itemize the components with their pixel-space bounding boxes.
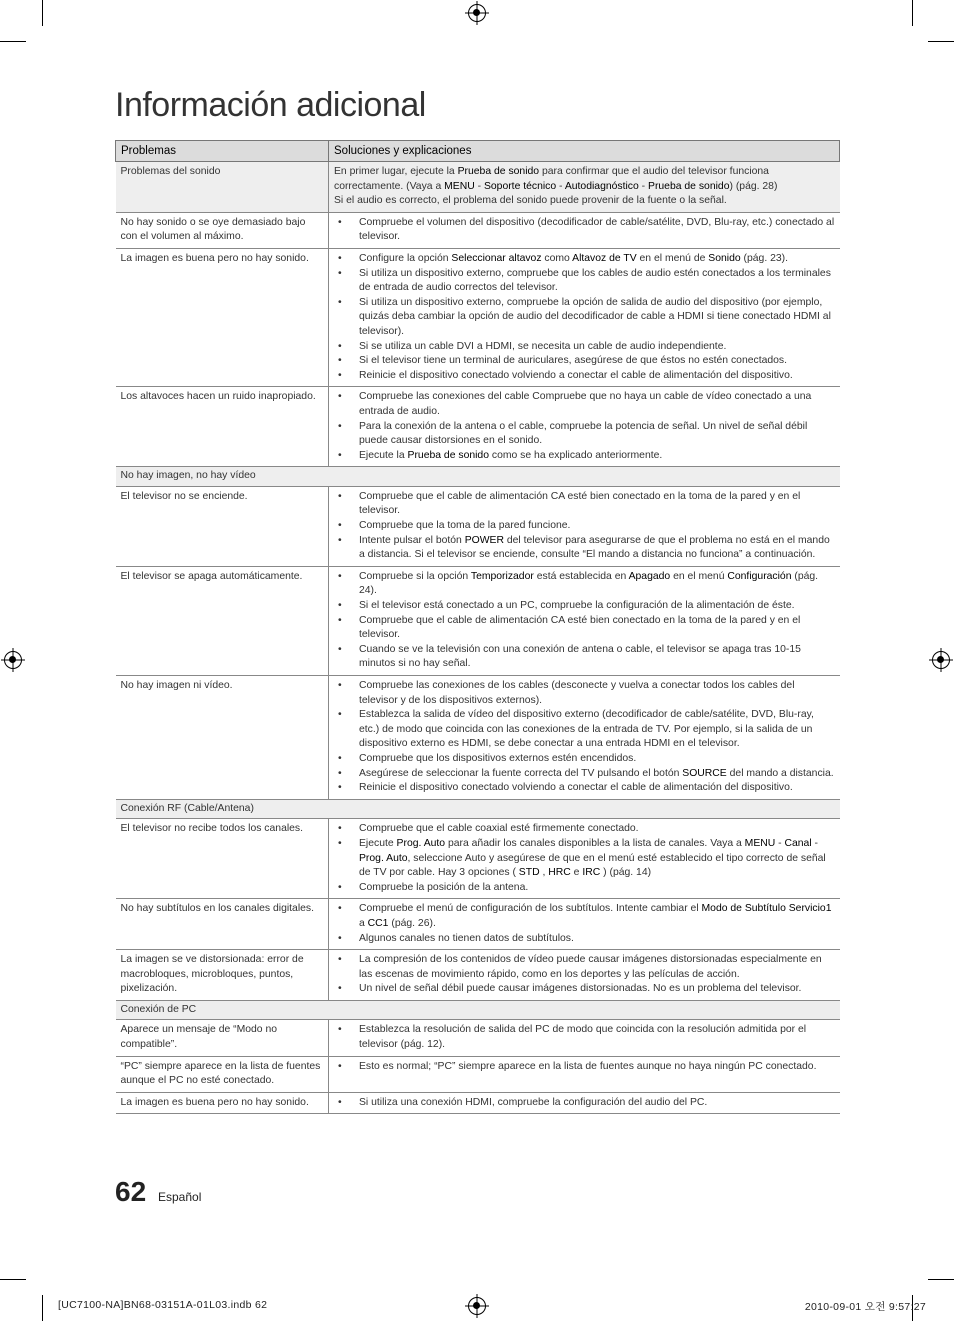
text-run: Establezca la resolución de salida del PC de modo que coincida con la resolución admitida por el televisor (pág. 12). — [359, 1024, 807, 1051]
text-run: ) (pág. 14) — [600, 867, 652, 879]
crop-mark — [42, 0, 43, 26]
text-run: Compruebe que el cable de alimentación CA esté bien conectado en la toma de la pared y en el televisor. — [359, 614, 801, 641]
text-run: Reinicie el dispositivo conectado volviendo a conectar el cable de alimentación del dispositivo. — [359, 369, 793, 381]
table-body — [116, 162, 840, 1114]
text-run: Algunos canales no tienen datos de subtítulos. — [359, 932, 574, 944]
emphasis-text: HRC — [548, 867, 571, 879]
emphasis-text: Canal — [784, 837, 812, 849]
solution-cell — [329, 950, 840, 1001]
solution-list — [334, 490, 835, 563]
registration-mark-icon — [468, 1297, 486, 1315]
registration-mark-icon — [468, 4, 486, 22]
text-run: - — [811, 837, 819, 849]
emphasis-text: Sonido — [708, 252, 741, 264]
section-label: No hay imagen, no hay vídeo — [116, 467, 840, 487]
emphasis-text: CC1 — [367, 917, 389, 929]
text-run: - — [474, 180, 484, 192]
emphasis-text: Seleccionar altavoz — [451, 252, 542, 264]
solution-item — [334, 369, 835, 384]
text-run: para añadir los canales disponibles a la lista de canales. Vaya a — [445, 837, 745, 849]
problem-cell: El televisor no recibe todos los canales. — [116, 819, 329, 899]
solution-item — [334, 679, 835, 708]
text-run: Si utiliza un dispositivo externo, compruebe que los cables de audio estén conectados a los terminales de entrada de audio correctos del televisor. — [359, 267, 831, 294]
text-run: Intente pulsar el botón — [359, 534, 465, 546]
solution-paragraph — [334, 194, 835, 209]
text-run: Un nivel de señal débil puede causar imágenes distorsionadas. No es un problema del televisor. — [359, 983, 802, 995]
text-run: - — [556, 180, 565, 192]
text-run: - — [775, 837, 785, 849]
solution-list — [334, 390, 835, 463]
emphasis-text: MENU — [744, 837, 776, 849]
text-run: Compruebe que los dispositivos externos estén encendidos. — [359, 752, 637, 764]
emphasis-text: Apagado — [628, 570, 671, 582]
solution-cell — [329, 248, 840, 386]
crop-mark — [42, 1295, 43, 1321]
emphasis-text: SOURCE — [682, 767, 727, 779]
text-run: Si utiliza un dispositivo externo, compruebe la opción de salida de audio del dispositivo (por ejemplo, quizás deba cambiar la opción de audio del decodificador de cable a HDMI si tiene conectado HDMI al televisor). — [359, 296, 831, 337]
text-run: (pág. 24). — [359, 570, 819, 597]
emphasis-text: IRC — [582, 867, 601, 879]
solution-paragraph — [334, 165, 835, 194]
emphasis-text: STD — [518, 867, 540, 879]
solution-list — [334, 570, 835, 672]
text-run: - — [638, 180, 649, 192]
section-label: Conexión de PC — [116, 1000, 840, 1020]
solution-item — [334, 932, 835, 947]
text-run: Si el televisor tiene un terminal de auriculares, asegúrese de que éstos no estén conectados. — [359, 355, 788, 367]
problem-cell: La imagen es buena pero no hay sonido. — [116, 248, 329, 386]
solution-item — [334, 881, 835, 896]
solution-item — [334, 1060, 835, 1075]
table-row — [116, 819, 840, 899]
solution-item — [334, 752, 835, 767]
table-row — [116, 1092, 840, 1114]
solution-cell — [329, 819, 840, 899]
text-run: (pág. 23). — [740, 252, 789, 264]
emphasis-text: Altavoz de TV — [572, 252, 637, 264]
solution-item — [334, 354, 835, 369]
solution-cell — [329, 486, 840, 566]
solution-cell — [329, 899, 840, 950]
crop-mark — [928, 41, 954, 42]
print-timestamp: 2010-09-01 오전 9:57:27 — [804, 1301, 926, 1313]
emphasis-text: Temporizador — [470, 570, 534, 582]
solution-cell — [329, 1092, 840, 1114]
crop-mark — [912, 0, 913, 26]
text-run: Compruebe si la opción — [359, 570, 471, 582]
table-row — [116, 1056, 840, 1092]
emphasis-text: Modo de Subtítulo Servicio1 — [701, 903, 832, 915]
section-row — [116, 1000, 840, 1020]
solution-item — [334, 420, 835, 449]
text-run: , seleccione Auto y asegúrese de que en el menú esté establecido el tipo correcto de señal de TV por cable. Hay 3 opciones ( — [359, 852, 826, 879]
crop-mark — [928, 1279, 954, 1280]
text-run: Compruebe que el cable de alimentación CA esté bien conectado en la toma de la pared y en el televisor. — [359, 490, 801, 517]
table-row — [116, 950, 840, 1001]
solution-item — [334, 340, 835, 355]
solution-list — [334, 216, 835, 245]
solution-item — [334, 953, 835, 982]
solution-item — [334, 1023, 835, 1052]
problem-cell: Problemas del sonido — [116, 162, 329, 213]
problem-cell: No hay subtítulos en los canales digitales. — [116, 899, 329, 950]
text-run: En primer lugar, ejecute la — [334, 166, 458, 177]
text-run: como se ha explicado anteriormente. — [489, 449, 663, 461]
emphasis-text: Prueba de sonido — [457, 166, 540, 177]
text-run: como — [541, 252, 573, 264]
registration-mark-icon — [4, 651, 22, 669]
solution-item — [334, 296, 835, 340]
text-run: Cuando se ve la televisión con una conexión de antena o cable, el televisor se apaga tras 10-15 minutos si no hay señal. — [359, 643, 801, 670]
text-run: del televisor para asegurarse de que el problema no está en el mando a distancia. Si el televisor se enciende, consulte “El mando a distancia no funciona” a continuación. — [359, 534, 830, 561]
solution-cell — [329, 162, 840, 213]
text-run: Compruebe las conexiones del cable Compruebe que no haya un cable de vídeo conectado a una entrada de audio. — [359, 391, 812, 417]
solution-cell — [329, 212, 840, 248]
solution-item — [334, 490, 835, 519]
emphasis-text: POWER — [464, 534, 504, 546]
solution-item — [334, 390, 835, 419]
text-run: en el menú de — [636, 252, 709, 264]
text-run: Ejecute la — [359, 449, 408, 461]
text-run: para confirmar que el audio del televisor funciona correctamente. (Vaya a — [334, 166, 769, 192]
table-row — [116, 387, 840, 467]
text-run: (pág. 26). — [388, 917, 436, 929]
solution-list — [334, 1096, 835, 1111]
text-run: Ejecute — [359, 837, 397, 849]
solution-list — [334, 953, 835, 997]
table-row — [116, 162, 840, 213]
emphasis-text: Configuración — [727, 570, 792, 582]
problem-cell: Los altavoces hacen un ruido inapropiado. — [116, 387, 329, 467]
problem-cell: No hay imagen ni vídeo. — [116, 676, 329, 800]
solution-item — [334, 267, 835, 296]
text-run: está establecida en — [533, 570, 629, 582]
solution-item — [334, 449, 835, 464]
solution-cell — [329, 387, 840, 467]
registration-mark-icon — [932, 651, 950, 669]
solution-list — [334, 822, 835, 895]
solution-item — [334, 252, 835, 267]
table-header-row — [116, 141, 840, 162]
page-title: Información adicional — [115, 86, 426, 124]
solution-item — [334, 767, 835, 782]
text-run: Compruebe el volumen del dispositivo (decodificador de cable/satélite, DVD, Blu-ray, etc.) conectado al televisor. — [359, 216, 835, 243]
solution-cell — [329, 1056, 840, 1092]
text-run: Si se utiliza un cable DVI a HDMI, se necesita un cable de audio independiente. — [359, 340, 727, 352]
solution-cell — [329, 566, 840, 675]
solution-item — [334, 519, 835, 534]
text-run: ) (pág. 28) — [729, 180, 778, 192]
emphasis-text: Soporte técnico — [483, 180, 557, 192]
text-run: Asegúrese de seleccionar la fuente correcta del TV pulsando el botón — [359, 767, 683, 779]
problem-cell: “PC” siempre aparece en la lista de fuentes aunque el PC no esté conectado. — [116, 1056, 329, 1092]
solution-item — [334, 216, 835, 245]
problem-cell: El televisor se apaga automáticamente. — [116, 566, 329, 675]
emphasis-text: Prueba de sonido — [648, 180, 730, 192]
solution-item — [334, 822, 835, 837]
emphasis-text: MENU — [444, 180, 475, 192]
table-row — [116, 1020, 840, 1056]
emphasis-text: Prog. Auto — [396, 837, 446, 849]
section-row — [116, 467, 840, 487]
emphasis-text: Autodiagnóstico — [564, 180, 639, 192]
text-run: Compruebe la posición de la antena. — [359, 881, 529, 893]
text-run: Compruebe que el cable coaxial esté firmemente conectado. — [359, 823, 639, 835]
section-row — [116, 799, 840, 819]
print-file-info: [UC7100-NA]BN68-03151A-01L03.indb 62 — [58, 1299, 268, 1311]
text-run: Configure la opción — [359, 252, 452, 264]
text-run: Esto es normal; “PC” siempre aparece en la lista de fuentes aunque no haya ningún PC conectado. — [359, 1060, 817, 1072]
problem-cell: El televisor no se enciende. — [116, 486, 329, 566]
text-run: , — [539, 867, 549, 879]
solution-cell — [329, 1020, 840, 1056]
solution-list — [334, 679, 835, 796]
text-run: Establezca la salida de vídeo del dispositivo externo (decodificador de cable/satélite, DVD, Blu-ray, etc.) de modo que coincida con las conexiones de la entrada de TV. Por ejemplo, si la salida de un dispositivo externo es HDMI, se debe conectar a una entrada HDMI en el televisor. — [359, 709, 814, 750]
text-run: Compruebe el menú de configuración de los subtítulos. Intente cambiar el — [359, 903, 702, 915]
text-run: en el menú — [670, 570, 728, 582]
text-run: Si utiliza una conexión HDMI, compruebe la configuración del audio del PC. — [359, 1096, 708, 1108]
text-run: La compresión de los contenidos de vídeo puede causar imágenes distorsionadas especialmente en las escenas de movimiento rápido, como en los deportes y las películas de acción. — [359, 954, 822, 980]
solution-item — [334, 599, 835, 614]
text-run: Compruebe que la toma de la pared funcione. — [359, 520, 571, 532]
solution-list — [334, 252, 835, 383]
crop-mark — [0, 41, 26, 42]
table-row — [116, 486, 840, 566]
problem-cell: No hay sonido o se oye demasiado bajo con el volumen al máximo. — [116, 212, 329, 248]
text-run: Si el audio es correcto, el problema del sonido puede provenir de la fuente o la señal. — [334, 195, 727, 207]
solution-item — [334, 643, 835, 672]
table-row — [116, 212, 840, 248]
page-language: Español — [158, 1190, 202, 1204]
table-row — [116, 566, 840, 675]
solution-item — [334, 708, 835, 752]
troubleshooting-table — [115, 140, 840, 1114]
solution-item — [334, 982, 835, 997]
problem-cell: La imagen es buena pero no hay sonido. — [116, 1092, 329, 1114]
solution-item — [334, 902, 835, 931]
solution-item — [334, 614, 835, 643]
table-row — [116, 676, 840, 800]
text-run: Si el televisor está conectado a un PC, compruebe la configuración de la alimentación de éste. — [359, 600, 795, 612]
problem-cell: La imagen se ve distorsionada: error de macrobloques, microbloques, puntos, pixelización. — [116, 950, 329, 1001]
text-run: Reinicie el dispositivo conectado volviendo a conectar el cable de alimentación del dispositivo. — [359, 782, 793, 794]
column-header-problems: Problemas — [116, 141, 329, 162]
problem-cell: Aparece un mensaje de “Modo no compatible”. — [116, 1020, 329, 1056]
table-row — [116, 248, 840, 386]
section-label: Conexión RF (Cable/Antena) — [116, 799, 840, 819]
solution-item — [334, 1096, 835, 1111]
text-run: a — [359, 917, 368, 929]
solution-cell — [329, 676, 840, 800]
text-run: Para la conexión de la antena o el cable, compruebe la potencia de señal. Un nivel de señal débil puede causar distorsiones en el sonido. — [359, 420, 808, 447]
page-number: 62 — [115, 1176, 147, 1207]
solution-item — [334, 781, 835, 796]
text-run: e — [570, 867, 583, 879]
emphasis-text: Prueba de sonido — [407, 449, 489, 461]
text-run: Compruebe las conexiones de los cables (desconecte y vuelva a conectar todos los cables del televisor y de los dispositivos externos). — [359, 680, 795, 706]
text-run: del mando a distancia. — [726, 767, 834, 779]
column-header-solutions: Soluciones y explicaciones — [329, 141, 840, 162]
solution-item — [334, 570, 835, 599]
solution-item — [334, 534, 835, 563]
table-row — [116, 899, 840, 950]
solution-list — [334, 1060, 835, 1075]
emphasis-text: Prog. Auto — [359, 852, 408, 864]
crop-mark — [0, 1279, 26, 1280]
solution-item — [334, 837, 835, 881]
solution-list — [334, 902, 835, 946]
solution-list — [334, 1023, 835, 1052]
